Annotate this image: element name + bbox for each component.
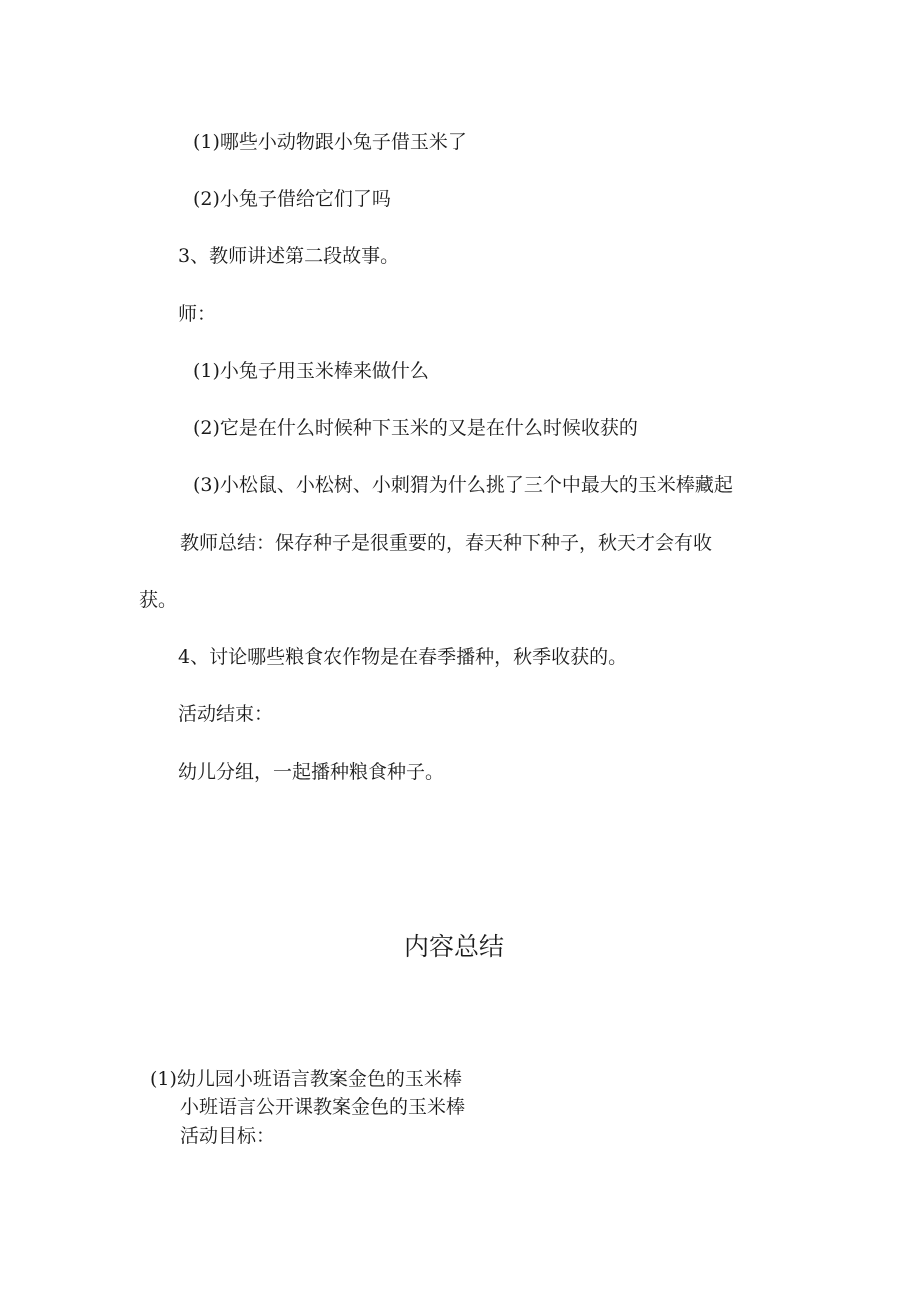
section-label: 活动结束： (178, 703, 274, 725)
summary-section-label: 活动目标： (180, 1125, 276, 1147)
summary-paragraph: 教师总结：保存种子是很重要的，春天种下种子，秋天才会有收 (180, 532, 713, 554)
summary-subtitle-line: 小班语言公开课教案金色的玉米棒 (180, 1096, 466, 1118)
question-line: (2)小兔子借给它们了吗 (193, 188, 391, 210)
summary-title-line: (1)幼儿园小班语言教案金色的玉米棒 (150, 1068, 462, 1090)
question-line: (1)小兔子用玉米棒来做什么 (193, 360, 429, 382)
step-line: 3、教师讲述第二段故事。 (178, 245, 400, 267)
question-line: (1)哪些小动物跟小兔子借玉米了 (193, 131, 467, 153)
body-line: 幼儿分组，一起播种粮食种子。 (178, 761, 445, 783)
question-line: (2)它是在什么时候种下玉米的又是在什么时候收获的 (193, 417, 638, 439)
summary-paragraph-continuation: 获。 (139, 589, 178, 611)
content-summary-heading: 内容总结 (404, 932, 505, 961)
teacher-label: 师： (178, 303, 217, 325)
question-line: (3)小松鼠、小松树、小刺猬为什么挑了三个中最大的玉米棒藏起 (193, 474, 733, 496)
step-line: 4、讨论哪些粮食农作物是在春季播种，秋季收获的。 (178, 646, 628, 668)
